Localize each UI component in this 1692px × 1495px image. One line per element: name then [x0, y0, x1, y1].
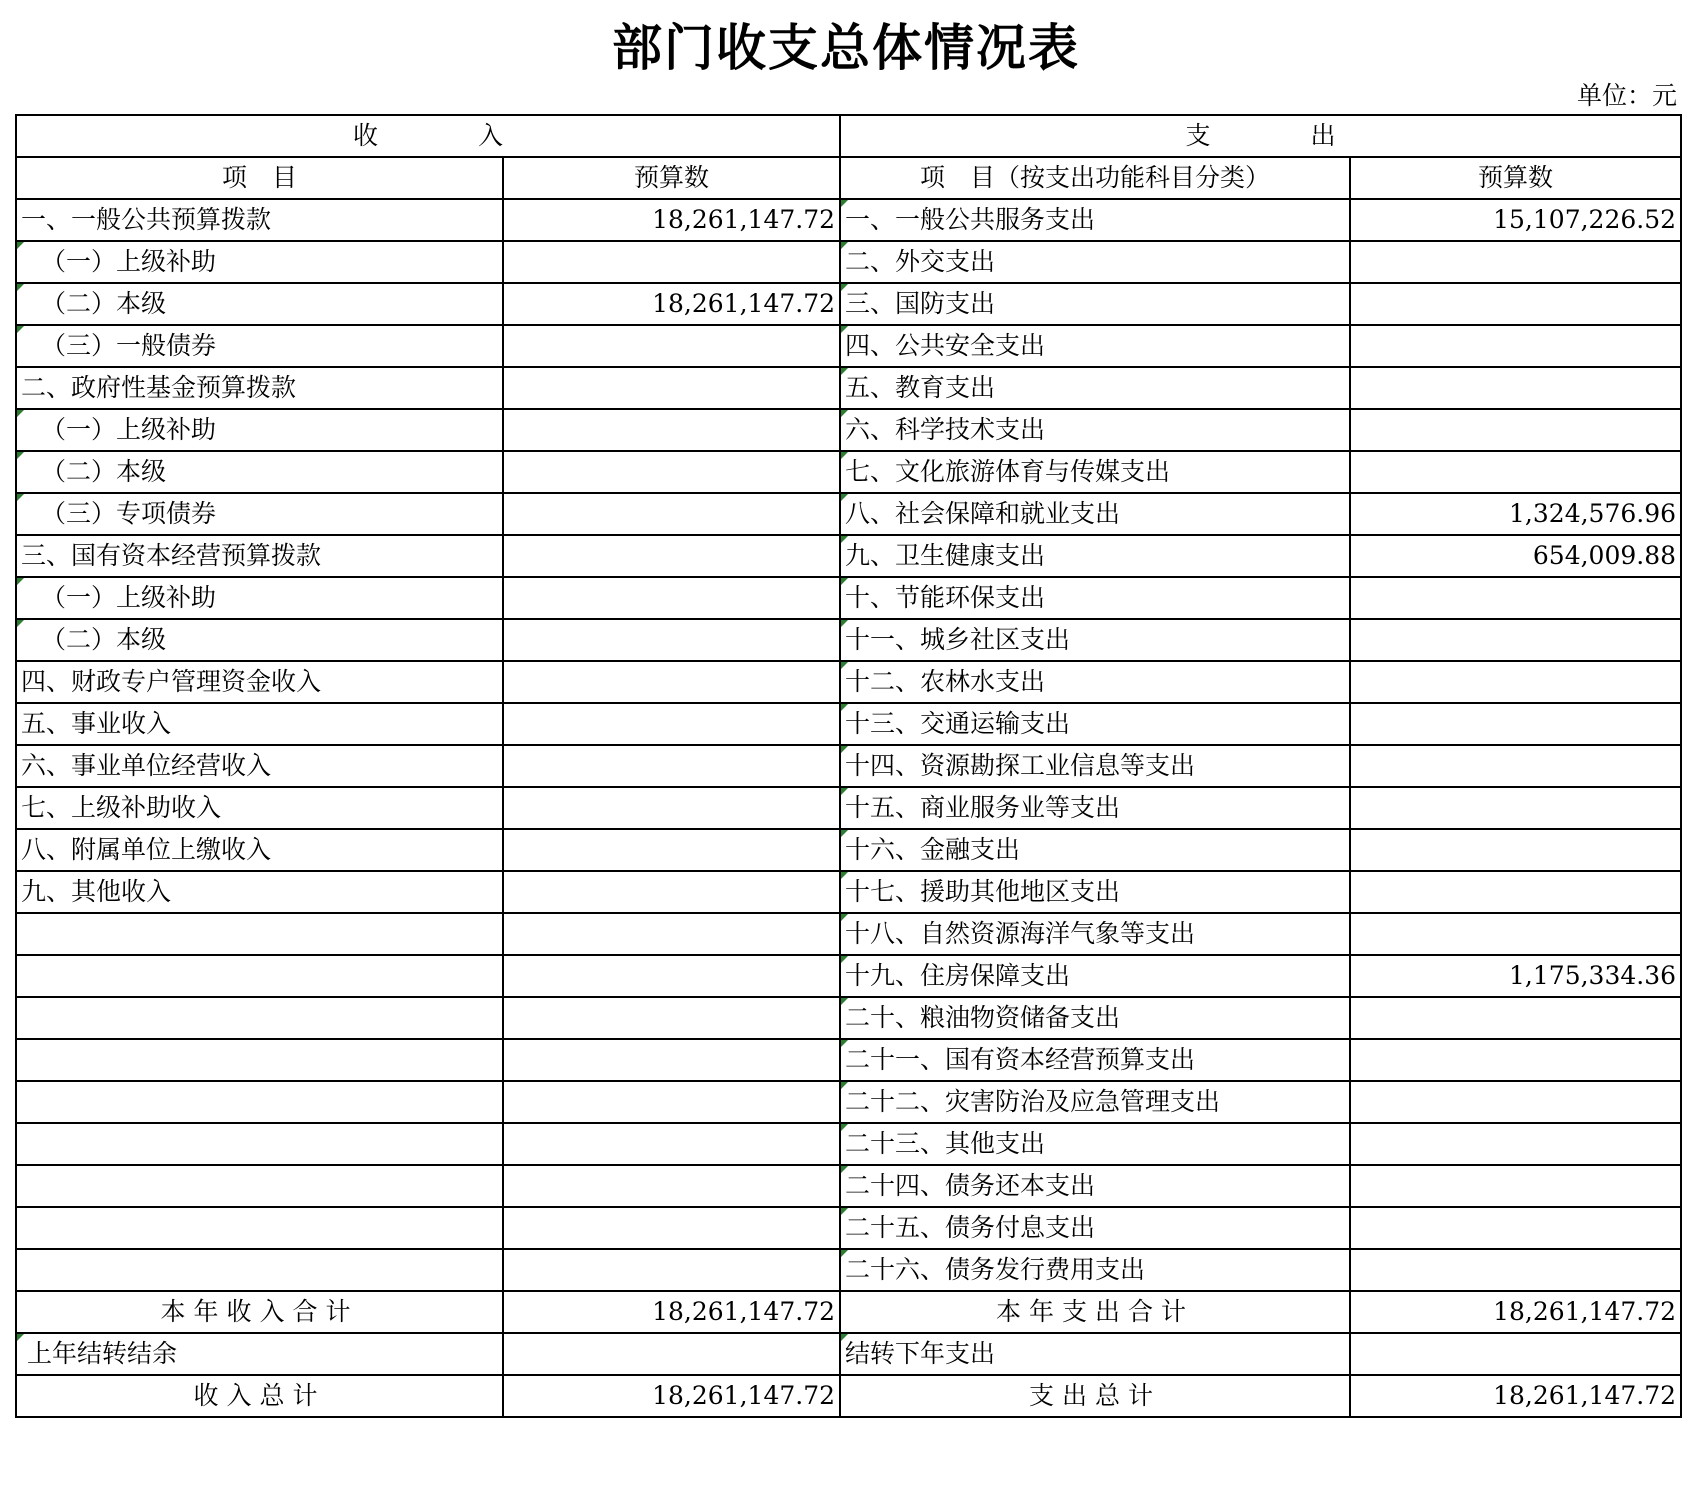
- expense-item: 十四、资源勘探工业信息等支出: [840, 745, 1350, 787]
- expense-item: 十三、交通运输支出: [840, 703, 1350, 745]
- income-value: [503, 325, 840, 367]
- income-item: 六、事业单位经营收入: [16, 745, 503, 787]
- expense-value: [1350, 283, 1681, 325]
- table-row: [16, 1123, 1681, 1165]
- total-income-label: 收入总计: [16, 1375, 503, 1417]
- income-budget-header: 预算数: [503, 157, 840, 199]
- income-item: 二、政府性基金预算拨款: [16, 367, 503, 409]
- expense-section-header: 支 出: [840, 115, 1681, 157]
- expense-value: [1350, 325, 1681, 367]
- table-row: [16, 283, 1681, 325]
- expense-item: 二十三、其他支出: [840, 1123, 1350, 1165]
- section-header-row: [16, 115, 1681, 157]
- expense-value: [1350, 367, 1681, 409]
- expense-value: [1350, 1081, 1681, 1123]
- expense-item: 十九、住房保障支出: [840, 955, 1350, 997]
- expense-value: [1350, 409, 1681, 451]
- expense-value: [1350, 577, 1681, 619]
- expense-value: [1350, 451, 1681, 493]
- expense-item: 十一、城乡社区支出: [840, 619, 1350, 661]
- income-item: （一）上级补助: [16, 241, 503, 283]
- budget-table: [15, 114, 1682, 1418]
- expense-value: [1350, 829, 1681, 871]
- carry-out-label: 结转下年支出: [840, 1333, 1350, 1375]
- expense-item: 十八、自然资源海洋气象等支出: [840, 913, 1350, 955]
- table-row: [16, 1207, 1681, 1249]
- income-value: [503, 997, 840, 1039]
- income-item: [16, 1207, 503, 1249]
- income-value: [503, 703, 840, 745]
- expense-item: 五、教育支出: [840, 367, 1350, 409]
- income-value: [503, 661, 840, 703]
- expense-item: 九、卫生健康支出: [840, 535, 1350, 577]
- table-row: [16, 787, 1681, 829]
- expense-value: [1350, 1123, 1681, 1165]
- income-value: [503, 451, 840, 493]
- table-row: [16, 619, 1681, 661]
- table-row: [16, 1081, 1681, 1123]
- income-item: [16, 1165, 503, 1207]
- expense-value: [1350, 1165, 1681, 1207]
- year-total-row: [16, 1291, 1681, 1333]
- table-row: [16, 997, 1681, 1039]
- expense-item: 六、科学技术支出: [840, 409, 1350, 451]
- expense-item: 四、公共安全支出: [840, 325, 1350, 367]
- total-expense-label: 支出总计: [840, 1375, 1350, 1417]
- year-expense-total-label: 本年支出合计: [840, 1291, 1350, 1333]
- income-item: 九、其他收入: [16, 871, 503, 913]
- income-value: [503, 535, 840, 577]
- expense-value: [1350, 703, 1681, 745]
- income-value: [503, 787, 840, 829]
- expense-value: [1350, 997, 1681, 1039]
- total-income-value: 18,261,147.72: [503, 1375, 840, 1417]
- income-value: [503, 367, 840, 409]
- table-row: [16, 829, 1681, 871]
- table-row: [16, 955, 1681, 997]
- expense-item-header: 项 目（按支出功能科目分类）: [840, 157, 1350, 199]
- expense-item: 十二、农林水支出: [840, 661, 1350, 703]
- expense-value: [1350, 1039, 1681, 1081]
- income-item: [16, 1123, 503, 1165]
- income-item: （一）上级补助: [16, 577, 503, 619]
- income-item: [16, 913, 503, 955]
- carry-in-value: [503, 1333, 840, 1375]
- expense-value: [1350, 1207, 1681, 1249]
- expense-item: 八、社会保障和就业支出: [840, 493, 1350, 535]
- income-item: [16, 1081, 503, 1123]
- income-value: [503, 1123, 840, 1165]
- year-income-total-value: 18,261,147.72: [503, 1291, 840, 1333]
- expense-value: [1350, 1249, 1681, 1291]
- income-item: （二）本级: [16, 451, 503, 493]
- income-item: （三）专项债券: [16, 493, 503, 535]
- income-item: （二）本级: [16, 283, 503, 325]
- expense-value: 1,324,576.96: [1350, 493, 1681, 535]
- income-value: [503, 745, 840, 787]
- income-item: 八、附属单位上缴收入: [16, 829, 503, 871]
- expense-value: [1350, 241, 1681, 283]
- income-value: 18,261,147.72: [503, 199, 840, 241]
- expense-item: 一、一般公共服务支出: [840, 199, 1350, 241]
- income-value: [503, 913, 840, 955]
- expense-value: [1350, 913, 1681, 955]
- income-item: （一）上级补助: [16, 409, 503, 451]
- income-value: [503, 871, 840, 913]
- expense-item: 十六、金融支出: [840, 829, 1350, 871]
- carry-in-label: 上年结转结余: [16, 1333, 503, 1375]
- expense-value: [1350, 787, 1681, 829]
- income-item: （二）本级: [16, 619, 503, 661]
- income-item: [16, 955, 503, 997]
- income-value: [503, 241, 840, 283]
- expense-item: 二、外交支出: [840, 241, 1350, 283]
- income-value: [503, 1081, 840, 1123]
- table-row: [16, 1165, 1681, 1207]
- expense-item: 三、国防支出: [840, 283, 1350, 325]
- table-row: [16, 325, 1681, 367]
- table-row: [16, 745, 1681, 787]
- column-header-row: [16, 157, 1681, 199]
- expense-value: 15,107,226.52: [1350, 199, 1681, 241]
- expense-item: 二十六、债务发行费用支出: [840, 1249, 1350, 1291]
- income-item: [16, 1249, 503, 1291]
- income-value: [503, 1249, 840, 1291]
- income-item: 五、事业收入: [16, 703, 503, 745]
- income-value: [503, 493, 840, 535]
- expense-item: 十七、援助其他地区支出: [840, 871, 1350, 913]
- expense-value: [1350, 661, 1681, 703]
- expense-value: 1,175,334.36: [1350, 955, 1681, 997]
- table-row: [16, 199, 1681, 241]
- income-value: 18,261,147.72: [503, 283, 840, 325]
- expense-item: 十五、商业服务业等支出: [840, 787, 1350, 829]
- expense-item: 二十二、灾害防治及应急管理支出: [840, 1081, 1350, 1123]
- table-row: [16, 661, 1681, 703]
- table-row: [16, 493, 1681, 535]
- page-title: 部门收支总体情况表: [612, 19, 1080, 77]
- total-expense-value: 18,261,147.72: [1350, 1375, 1681, 1417]
- income-item: 七、上级补助收入: [16, 787, 503, 829]
- income-item: [16, 1039, 503, 1081]
- year-income-total-label: 本年收入合计: [16, 1291, 503, 1333]
- table-row: [16, 1039, 1681, 1081]
- carryover-row: [16, 1333, 1681, 1375]
- table-row: [16, 1249, 1681, 1291]
- expense-budget-header: 预算数: [1350, 157, 1681, 199]
- table-row: [16, 367, 1681, 409]
- income-item: 三、国有资本经营预算拨款: [16, 535, 503, 577]
- table-row: [16, 451, 1681, 493]
- expense-item: 二十、粮油物资储备支出: [840, 997, 1350, 1039]
- table-row: [16, 241, 1681, 283]
- table-row: [16, 871, 1681, 913]
- income-section-header: 收 入: [16, 115, 840, 157]
- table-row: [16, 703, 1681, 745]
- income-item: （三）一般债券: [16, 325, 503, 367]
- table-row: [16, 409, 1681, 451]
- income-value: [503, 577, 840, 619]
- unit-label: 单位：元: [1576, 81, 1677, 110]
- year-expense-total-value: 18,261,147.72: [1350, 1291, 1681, 1333]
- income-item: [16, 997, 503, 1039]
- income-item-header: 项 目: [16, 157, 503, 199]
- expense-value: 654,009.88: [1350, 535, 1681, 577]
- income-value: [503, 1207, 840, 1249]
- income-value: [503, 829, 840, 871]
- expense-item: 二十五、债务付息支出: [840, 1207, 1350, 1249]
- income-item: 一、一般公共预算拨款: [16, 199, 503, 241]
- grand-total-row: [16, 1375, 1681, 1417]
- expense-item: 二十四、债务还本支出: [840, 1165, 1350, 1207]
- expense-value: [1350, 619, 1681, 661]
- expense-item: 十、节能环保支出: [840, 577, 1350, 619]
- income-value: [503, 955, 840, 997]
- income-value: [503, 1165, 840, 1207]
- expense-value: [1350, 745, 1681, 787]
- expense-value: [1350, 871, 1681, 913]
- income-value: [503, 1039, 840, 1081]
- carry-out-value: [1350, 1333, 1681, 1375]
- income-value: [503, 619, 840, 661]
- income-item: 四、财政专户管理资金收入: [16, 661, 503, 703]
- table-row: [16, 535, 1681, 577]
- expense-item: 二十一、国有资本经营预算支出: [840, 1039, 1350, 1081]
- table-row: [16, 913, 1681, 955]
- table-row: [16, 577, 1681, 619]
- income-value: [503, 409, 840, 451]
- expense-item: 七、文化旅游体育与传媒支出: [840, 451, 1350, 493]
